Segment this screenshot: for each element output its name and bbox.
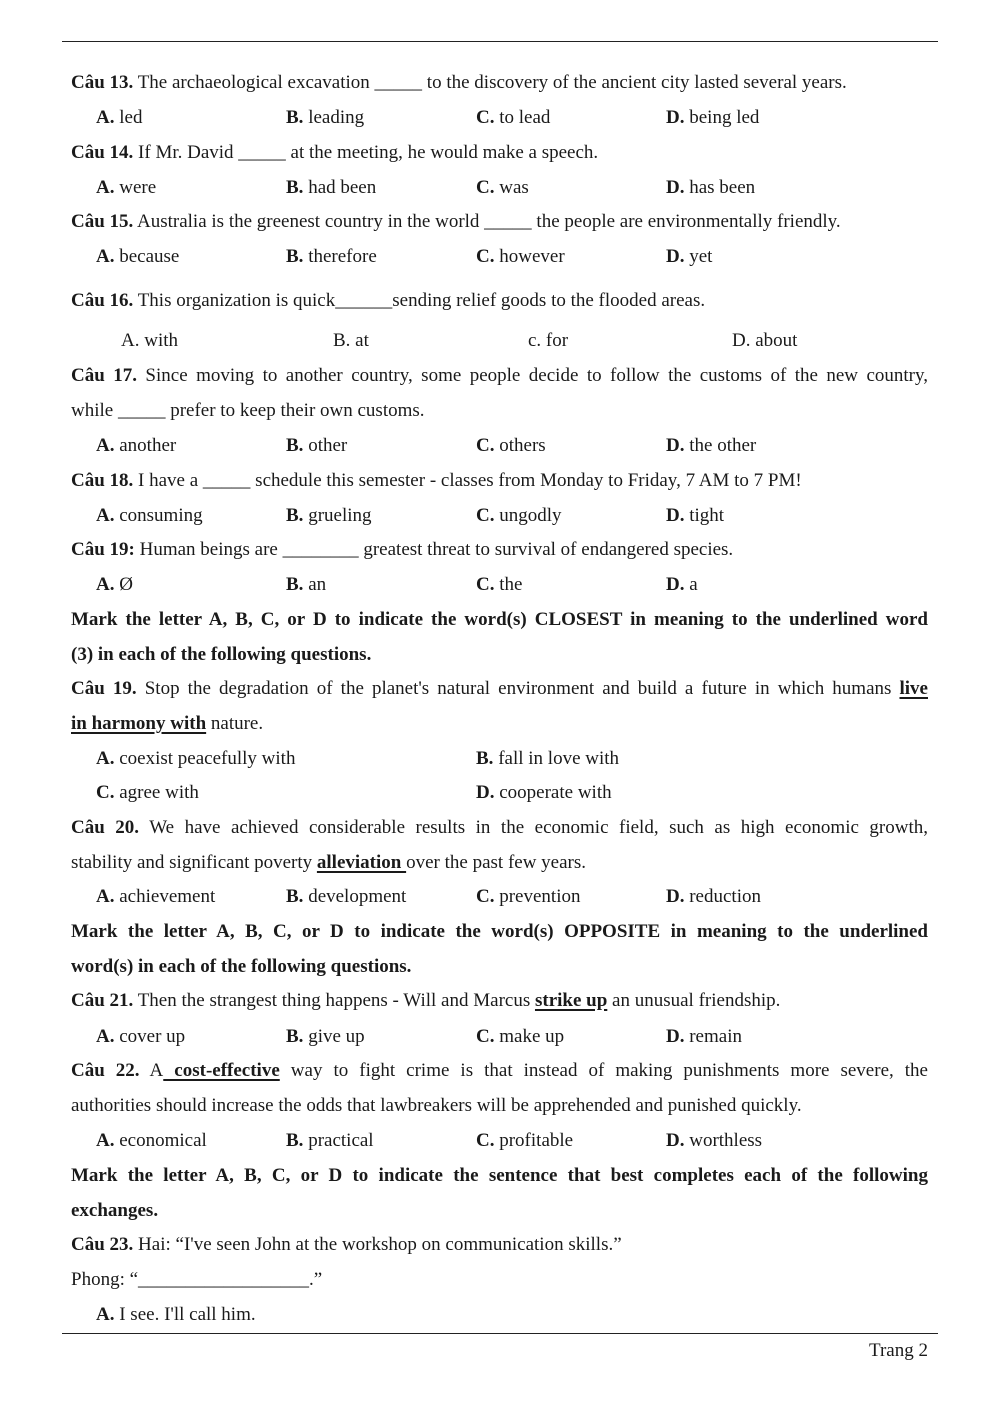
q19b-option-c[interactable]: C. agree with	[96, 782, 199, 803]
q21-option-a[interactable]: A. cover up	[96, 1026, 186, 1047]
instruction-opposite: Mark the letter A, B, C, or D to indicate the word(s) OPPOSITE in meaning to the underlined	[71, 921, 928, 942]
question-13: Câu 13. The archaeological excavation _____ to the discovery of the ancient city lasted several years.	[71, 72, 847, 93]
q14-option-c[interactable]: C. was	[476, 177, 529, 198]
q19b-option-b[interactable]: B. fall in love with	[476, 748, 620, 769]
underlined-word: strike up	[534, 990, 608, 1011]
q19b-option-d[interactable]: D. cooperate with	[476, 782, 612, 803]
question-19-synonym: Câu 19. Stop the degradation of the planet's natural environment and build a future in which humans live	[71, 678, 928, 699]
top-rule	[62, 41, 938, 42]
instruction-exchanges: Mark the letter A, B, C, or D to indicate the sentence that best completes each of the following	[71, 1165, 928, 1186]
q15-option-b[interactable]: B. therefore	[286, 246, 377, 267]
q14-option-b[interactable]: B. had been	[286, 177, 377, 198]
q15-option-a[interactable]: A. because	[96, 246, 180, 267]
instruction-closest: Mark the letter A, B, C, or D to indicate the word(s) CLOSEST in meaning to the underlined word	[71, 609, 928, 630]
question-22-cont: authorities should increase the odds that lawbreakers will be apprehended and punished quickly.	[71, 1095, 802, 1116]
q16-option-a[interactable]: A. with	[121, 330, 178, 351]
q13-option-a[interactable]: A. led	[96, 107, 143, 128]
q15-option-d[interactable]: D. yet	[666, 246, 713, 267]
question-20-cont: stability and significant poverty alleviation over the past few years.	[71, 852, 587, 873]
q21-option-d[interactable]: D. remain	[666, 1026, 742, 1047]
q19a-option-a[interactable]: A. Ø	[96, 574, 133, 595]
underlined-word: cost-effective	[163, 1060, 280, 1081]
q14-option-d[interactable]: D. has been	[666, 177, 756, 198]
question-17-cont: while _____ prefer to keep their own customs.	[71, 400, 425, 421]
q16-option-c[interactable]: c. for	[528, 330, 569, 351]
q20-option-d[interactable]: D. reduction	[666, 886, 761, 907]
q18-option-c[interactable]: C. ungodly	[476, 505, 562, 526]
q22-option-a[interactable]: A. economical	[96, 1130, 207, 1151]
instruction-exchanges-cont: exchanges.	[71, 1200, 159, 1221]
question-22: Câu 22. A cost-effective way to fight crime is that instead of making punishments more severe, the	[71, 1060, 928, 1081]
q21-option-c[interactable]: C. make up	[476, 1026, 565, 1047]
q23-option-a[interactable]: A. I see. I'll call him.	[96, 1304, 256, 1325]
q22-option-b[interactable]: B. practical	[286, 1130, 374, 1151]
q16-option-d[interactable]: D. about	[732, 330, 798, 351]
q14-option-a[interactable]: A. were	[96, 177, 157, 198]
q17-option-c[interactable]: C. others	[476, 435, 546, 456]
q19a-option-b[interactable]: B. an	[286, 574, 327, 595]
q13-option-d[interactable]: D. being led	[666, 107, 760, 128]
q22-option-c[interactable]: C. profitable	[476, 1130, 574, 1151]
instruction-opposite-cont: word(s) in each of the following questions.	[71, 956, 412, 977]
q18-option-b[interactable]: B. grueling	[286, 505, 372, 526]
question-17: Câu 17. Since moving to another country, some people decide to follow the customs of the new country,	[71, 365, 928, 386]
q17-option-d[interactable]: D. the other	[666, 435, 757, 456]
q17-option-b[interactable]: B. other	[286, 435, 348, 456]
q18-option-d[interactable]: D. tight	[666, 505, 725, 526]
question-23: Câu 23. Hai: “I've seen John at the workshop on communication skills.”	[71, 1234, 622, 1255]
question-18: Câu 18. I have a _____ schedule this semester - classes from Monday to Friday, 7 AM to 7 PM!	[71, 470, 802, 491]
q15-option-c[interactable]: C. however	[476, 246, 565, 267]
question-19-article: Câu 19: Human beings are ________ greatest threat to survival of endangered species.	[71, 539, 734, 560]
q13-option-b[interactable]: B. leading	[286, 107, 365, 128]
q20-option-b[interactable]: B. development	[286, 886, 407, 907]
question-23-response: Phong: “__________________.”	[71, 1269, 323, 1290]
bottom-rule	[62, 1333, 938, 1334]
underlined-word: in harmony with	[71, 713, 207, 734]
q21-option-b[interactable]: B. give up	[286, 1026, 365, 1047]
instruction-closest-cont: (3) in each of the following questions.	[71, 644, 372, 665]
underlined-word: alleviation	[316, 852, 407, 873]
q22-option-d[interactable]: D. worthless	[666, 1130, 763, 1151]
q20-option-c[interactable]: C. prevention	[476, 886, 581, 907]
question-19-synonym-cont: in harmony with nature.	[71, 713, 264, 734]
question-15: Câu 15. Australia is the greenest country in the world _____ the people are environmentally friendly.	[71, 211, 841, 232]
q19a-option-d[interactable]: D. a	[666, 574, 698, 595]
q18-option-a[interactable]: A. consuming	[96, 505, 203, 526]
question-21: Câu 21. Then the strangest thing happens - Will and Marcus strike up an unusual friendship.	[71, 990, 781, 1011]
page-number: Trang 2	[869, 1340, 928, 1361]
q17-option-a[interactable]: A. another	[96, 435, 177, 456]
q19a-option-c[interactable]: C. the	[476, 574, 523, 595]
question-20: Câu 20. We have achieved considerable results in the economic field, such as high economic growth,	[71, 817, 929, 838]
underlined-word: live	[899, 678, 928, 699]
q20-option-a[interactable]: A. achievement	[96, 886, 216, 907]
q19b-option-a[interactable]: A. coexist peacefully with	[96, 748, 296, 769]
q16-option-b[interactable]: B. at	[333, 330, 369, 351]
q13-option-c[interactable]: C. to lead	[476, 107, 551, 128]
question-14: Câu 14. If Mr. David _____ at the meeting, he would make a speech.	[71, 142, 599, 163]
question-16: Câu 16. This organization is quick______sending relief goods to the flooded areas.	[71, 290, 706, 311]
